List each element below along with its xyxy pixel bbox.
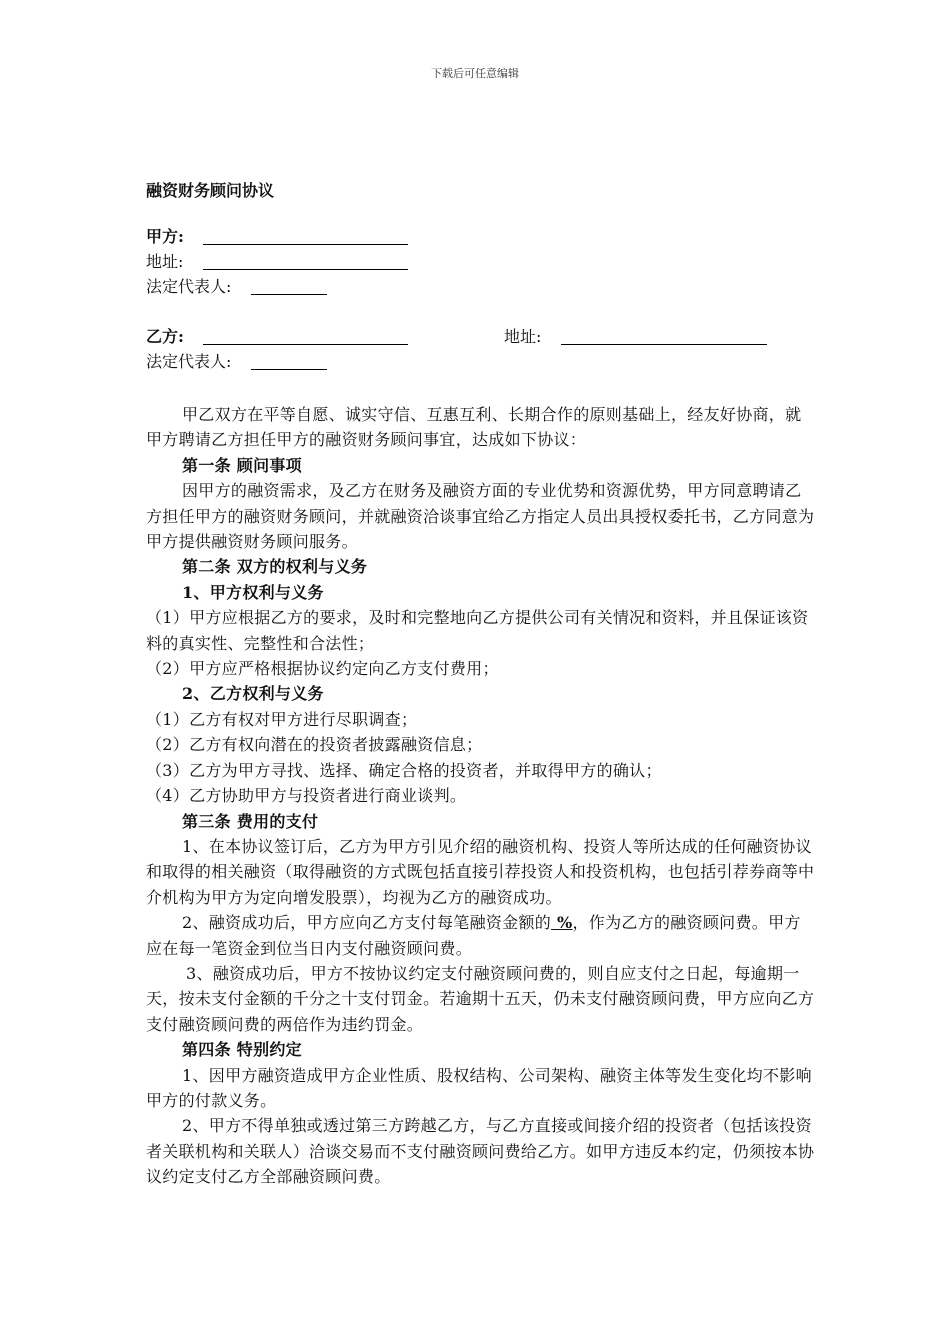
party-a-rep-blank [251,279,327,295]
article-4-title: 第四条 特别约定 [182,1040,302,1060]
article-2-2-d: （4）乙方协助甲方与投资者进行商业谈判。 [146,786,467,806]
document-title: 融资财务顾问协议 [146,181,275,200]
party-a-rep-label: 法定代表人: [146,277,232,296]
party-b-rep-label: 法定代表人: [146,352,232,371]
party-b-name-label: 乙方: [146,327,184,346]
article-3-clause-2-pre: 2、融资成功后，甲方应向乙方支付每笔融资金额的 [182,913,552,933]
party-b-name-blank [203,329,408,345]
party-b-address-label: 地址: [504,327,542,346]
article-3-clause-1: 1、在本协议签订后，乙方为甲方引见介绍的融资机构、投资人等所达成的任何融资协议和取得的相关融资（取得融资的方式既包括直接引荐投资人和投资机构，也包括引荐券商等中介机构为甲方为定向增发股票），均视为乙方的融资成功。 [146,836,815,907]
party-a-address-blank [203,254,408,270]
article-2-title: 第二条 双方的权利与义务 [182,557,368,577]
agreement-body [146,402,816,1190]
article-3-clause-2 [146,910,816,961]
party-b-rep-line [146,354,327,370]
party-b-rep-blank [251,354,327,370]
article-4-clause-1: 1、因甲方融资造成甲方企业性质、股权结构、公司架构、融资主体等发生变化均不影响甲方的付款义务。 [146,1065,812,1110]
article-2-2-c: （3）乙方为甲方寻找、选择、确定合格的投资者，并取得甲方的确认； [146,760,662,780]
article-3-clause-3: 3、融资成功后，甲方不按协议约定支付融资顾问费的，则自应支付之日起，每逾期一天，按未支付金额的千分之十支付罚金。若逾期十五天，仍未支付融资顾问费，甲方应向乙方支付融资顾问费的两倍作为违约罚金。 [146,963,815,1034]
article-2-2-title: 2、乙方权利与义务 [182,684,324,704]
party-a-name-blank [203,229,408,245]
party-b-address-line [504,329,767,345]
page-header-note: 下载后可任意编辑 [431,67,519,80]
intro-paragraph: 甲乙双方在平等自愿、诚实守信、互惠互利、长期合作的原则基础上，经友好协商，就甲方聘请乙方担任甲方的融资财务顾问事宜，达成如下协议： [146,405,802,450]
party-a-address-label: 地址: [146,252,184,271]
article-2-2-a: （1）乙方有权对甲方进行尽职调查； [146,709,418,729]
party-a-name-label: 甲方: [146,227,184,246]
article-2-1-b: （2）甲方应严格根据协议约定向乙方支付费用； [146,659,499,679]
article-1-title: 第一条 顾问事项 [182,455,302,475]
article-3-title: 第三条 费用的支付 [182,811,319,831]
article-4-clause-2: 2、甲方不得单独或透过第三方跨越乙方，与乙方直接或间接介绍的投资者（包括该投资者关联机构和关联人）洽谈交易而不支付融资顾问费给乙方。如甲方违反本约定，仍须按本协议约定支付乙方全部融资顾问费。 [146,1116,815,1187]
article-2-2-b: （2）乙方有权向潜在的投资者披露融资信息； [146,735,483,755]
party-a-name-line [146,229,408,245]
fee-percentage-blank: % [551,913,573,933]
party-b-name-line [146,329,408,345]
article-2-1-a: （1）甲方应根据乙方的要求，及时和完整地向乙方提供公司有关情况和资料，并且保证该资料的真实性、完整性和合法性； [146,608,809,653]
party-b-address-blank [561,329,767,345]
party-a-rep-line [146,279,327,295]
article-1-text: 因甲方的融资需求，及乙方在财务及融资方面的专业优势和资源优势，甲方同意聘请乙方担任甲方的融资财务顾问，并就融资洽谈事宜给乙方指定人员出具授权委托书，乙方同意为甲方提供融资财务顾问服务。 [146,481,815,552]
party-a-address-line [146,254,408,270]
article-2-1-title: 1、甲方权利与义务 [182,582,324,602]
article-3-clause-2-post: ，作为乙方的融资顾问费。甲方应在每一笔资金到位当日内支付融资顾问费。 [146,913,801,958]
